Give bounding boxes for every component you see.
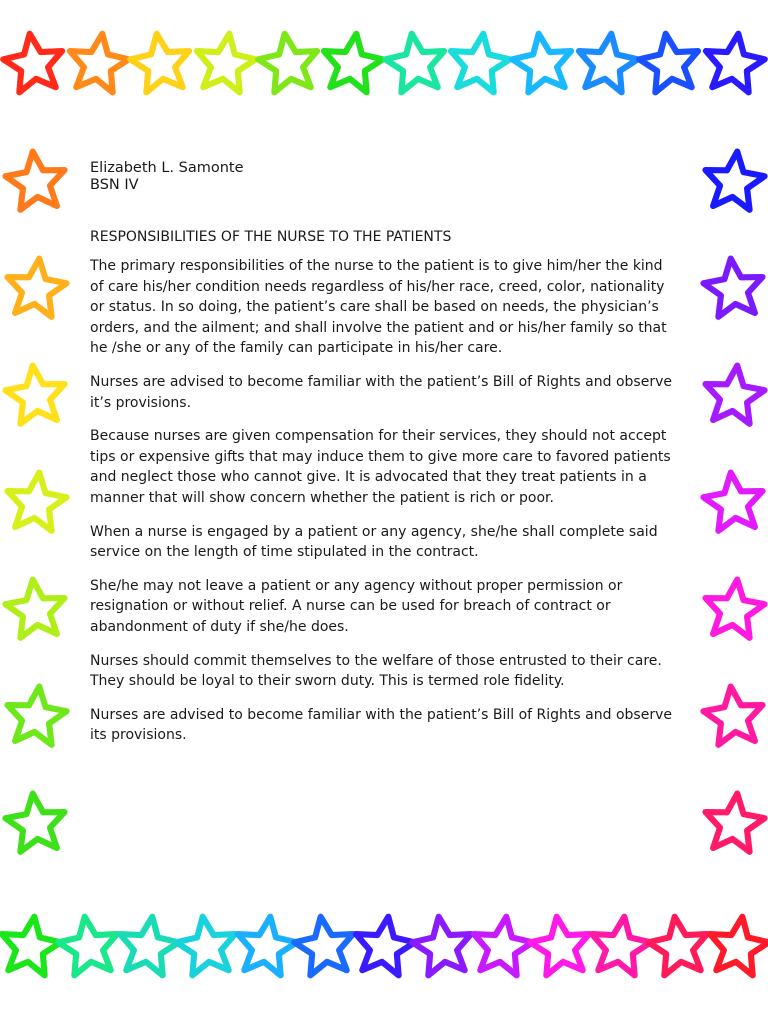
paragraph-2: Nurses are advised to become familiar with the patient’s Bill of Rights and observe it’s provisions. — [90, 373, 672, 411]
star-outline-icon — [318, 28, 386, 96]
paragraph-1: The primary responsibilities of the nurse to the patient is to give him/her the kind of care his/her condition needs regardless of his/her race, creed, color, nationality or status. In so doing, the patient’s care shall be based on needs, the physician’s orders, and the ailment; and shall involve the patient and or his/her family so that he /she or any of the family can participate in his/her care. — [90, 258, 667, 357]
star-outline-icon — [409, 911, 477, 979]
paragraph-4: When a nurse is engaged by a patient or any agency, she/he shall complete said service on the length of time stipulated in the contract. — [90, 523, 658, 561]
star-outline-icon — [700, 28, 768, 96]
star-outline-icon — [700, 788, 768, 856]
document-heading: RESPONSIBILITIES OF THE NURSE TO THE PATIENTS — [90, 229, 452, 245]
course-label: BSN IV — [90, 177, 139, 193]
star-outline-icon — [64, 28, 132, 96]
author-name: Elizabeth L. Samonte — [90, 160, 244, 176]
star-outline-icon — [2, 574, 70, 642]
star-outline-icon — [114, 911, 182, 979]
star-outline-icon — [586, 911, 654, 979]
star-outline-icon — [173, 911, 241, 979]
star-outline-icon — [636, 28, 704, 96]
star-outline-icon — [700, 574, 768, 642]
star-outline-icon — [382, 28, 450, 96]
star-outline-icon — [700, 681, 768, 749]
paragraph-3: Because nurses are given compensation for their services, they should not accept tips or expensive gifts that may induce them to give more care to favored patients and neglect those who cannot give. It is advocated that they treat patients in a manner that will show concern whether the patient is rich or poor. — [90, 428, 671, 506]
star-outline-icon — [2, 467, 70, 535]
star-outline-icon — [127, 28, 195, 96]
star-outline-icon — [55, 911, 123, 979]
star-outline-icon — [291, 911, 359, 979]
star-outline-icon — [700, 146, 768, 214]
paragraph-7: Nurses are advised to become familiar with the patient’s Bill of Rights and observe its provisions. — [90, 706, 672, 744]
star-outline-icon — [0, 28, 68, 96]
star-outline-icon — [700, 467, 768, 535]
star-outline-icon — [700, 253, 768, 321]
star-outline-icon — [2, 253, 70, 321]
star-outline-icon — [2, 681, 70, 749]
paragraph-6: Nurses should commit themselves to the welfare of those entrusted to their care. They should be loyal to their sworn duty. This is termed role fidelity. — [90, 652, 662, 690]
star-outline-icon — [2, 360, 70, 428]
star-outline-icon — [191, 28, 259, 96]
star-outline-icon — [527, 911, 595, 979]
star-outline-icon — [2, 146, 70, 214]
star-outline-icon — [2, 788, 70, 856]
star-outline-icon — [445, 28, 513, 96]
star-outline-icon — [468, 911, 536, 979]
star-outline-icon — [573, 28, 641, 96]
star-outline-icon — [232, 911, 300, 979]
star-outline-icon — [255, 28, 323, 96]
document-body — [90, 160, 680, 759]
star-outline-icon — [350, 911, 418, 979]
star-outline-icon — [704, 911, 768, 979]
star-outline-icon — [645, 911, 713, 979]
star-outline-icon — [509, 28, 577, 96]
star-outline-icon — [700, 360, 768, 428]
paragraph-5: She/he may not leave a patient or any agency without proper permission or resignation or without relief. A nurse can be used for breach of contract or abandonment of duty if she/he does. — [90, 577, 623, 635]
